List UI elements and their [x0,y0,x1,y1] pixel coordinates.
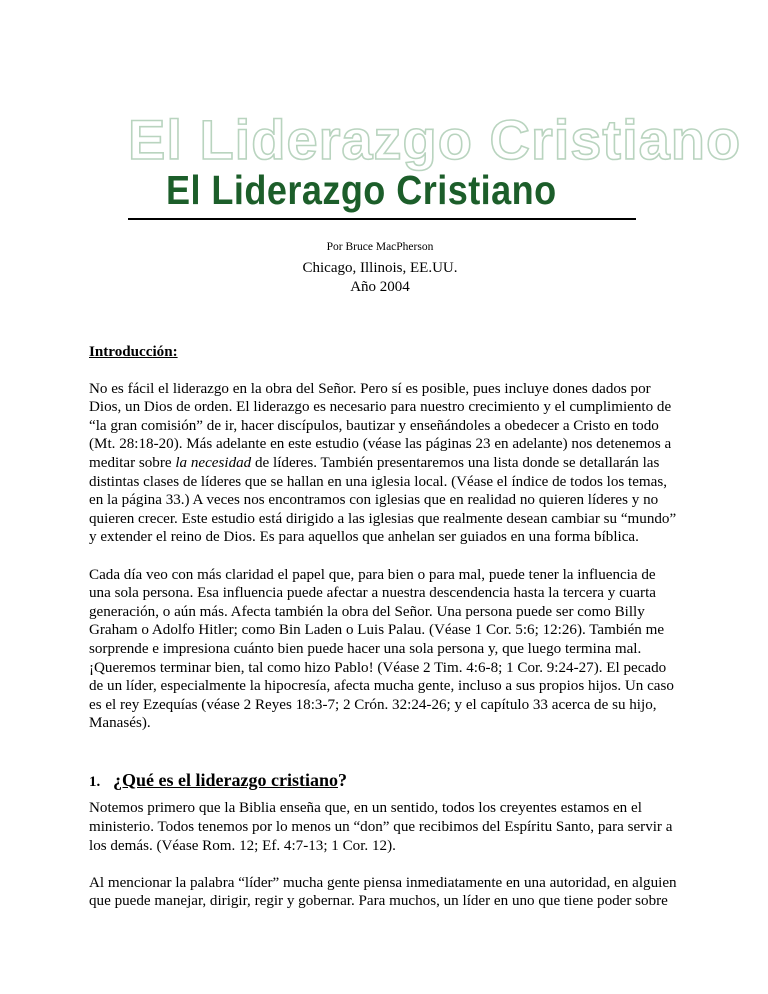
text-line: Notemos primero que la Biblia enseña que, en un sentido, todos los creyentes estamos en el [89,800,642,817]
text-line: en la página 33.) A veces nos encontramos con iglesias que en realidad no quieren líderes y no [89,492,659,509]
intro-paragraph-1 [89,380,689,547]
text-line: es el rey Ezequías (véase 2 Reyes 18:3-7; 2 Crón. 32:24-26; y el capítulo 33 acerca de su hijo, [89,696,657,713]
section-title: ¿Qué es el liderazgo cristiano [113,769,338,790]
text-line: quieren crecer. Este estudio está dirigido a las iglesias que realmente desean cambiar su “mundo” [89,510,677,527]
text-line: distintas clases de líderes que se hallan en una iglesia local. (Véase el índice de todos los temas, [89,473,667,490]
text-line [89,454,689,473]
location-line: Chicago, Illinois, EE.UU. [302,260,458,276]
text-line: Graham o Adolfo Hitler; como Bin Laden o Luis Palau. (Véase 1 Cor. 5:6; 12:26). También me [89,622,665,639]
text-line: una sola persona. Esa influencia puede afectar a nuestra descendencia hasta la tercera y cuarta [89,585,656,602]
text-line: y extender el reino de Dios. Es para aquellos que anhelan ser guiados en una forma bíblica. [89,529,639,546]
text-line: (Mt. 28:18-20). Más adelante en este estudio (véase las páginas 23 en adelante) nos detenemos a [89,436,672,453]
emphasis-text: la necesidad [175,454,252,471]
author-line: Por Bruce MacPherson [326,241,434,253]
text-line: que puede manejar, dirigir, regir y gobernar. Para muchos, un líder en uno que tiene poder sobre [89,893,668,910]
section-1-paragraph-1 [89,799,689,855]
text-line: Cada día veo con más claridad el papel que, para bien o para mal, puede tener la influencia de [89,566,656,583]
document-body [89,343,689,930]
text-line: los demás. (Véase Rom. 12; Ef. 4:7-13; 1 Cor. 12). [89,837,396,854]
text-line: No es fácil el liderazgo en la obra del Señor. Pero sí es posible, pues incluye dones dados por [89,380,651,397]
text-fragment: de líderes. También presentaremos una lista donde se detallarán las [251,454,660,471]
text-line: Manasés). [89,715,151,732]
text-line: Dios, un Dios de orden. El liderazgo es necesario para nuestro crecimiento y el cumplimiento de [89,399,672,416]
text-line: ¡Queremos terminar bien, tal como hizo Pablo! (Véase 2 Tim. 4:6-8; 1 Cor. 9:24-27). El pecado [89,659,667,676]
text-line: sorprende e impresiona cuánto bien puede hacer una sola persona y, que luego termina mal. [89,640,642,657]
section-1-heading [89,771,689,792]
text-line: “la gran comisión” de ir, hacer discípulos, bautizar y enseñándoles a obedecer a Cristo en todo [89,417,659,434]
year-line: Año 2004 [350,279,410,295]
document-title: El Liderazgo Cristiano [166,167,557,213]
title-shadow: El Liderazgo Cristiano [128,108,742,171]
intro-paragraph-2 [89,566,689,733]
section-title-qmark: ? [337,769,347,790]
section-number: 1. [89,773,101,790]
text-fragment: meditar sobre [89,454,176,471]
title-underline-rule [128,218,636,220]
text-line: generación, o aún más. Afecta también la obra del Señor. Una persona puede ser como Billy [89,603,645,620]
intro-heading: Introducción: [89,344,178,360]
section-1-paragraph-2 [89,874,689,911]
text-line: Al mencionar la palabra “líder” mucha gente piensa inmediatamente en una autoridad, en alguien [89,874,677,891]
text-line: de un líder, especialmente la hipocresía, afecta mucha gente, incluso a sus propios hijos. Un caso [89,678,674,695]
text-line: ministerio. Todos tenemos por lo menos un “don” que recibimos del Espíritu Santo, para servir a [89,819,673,836]
